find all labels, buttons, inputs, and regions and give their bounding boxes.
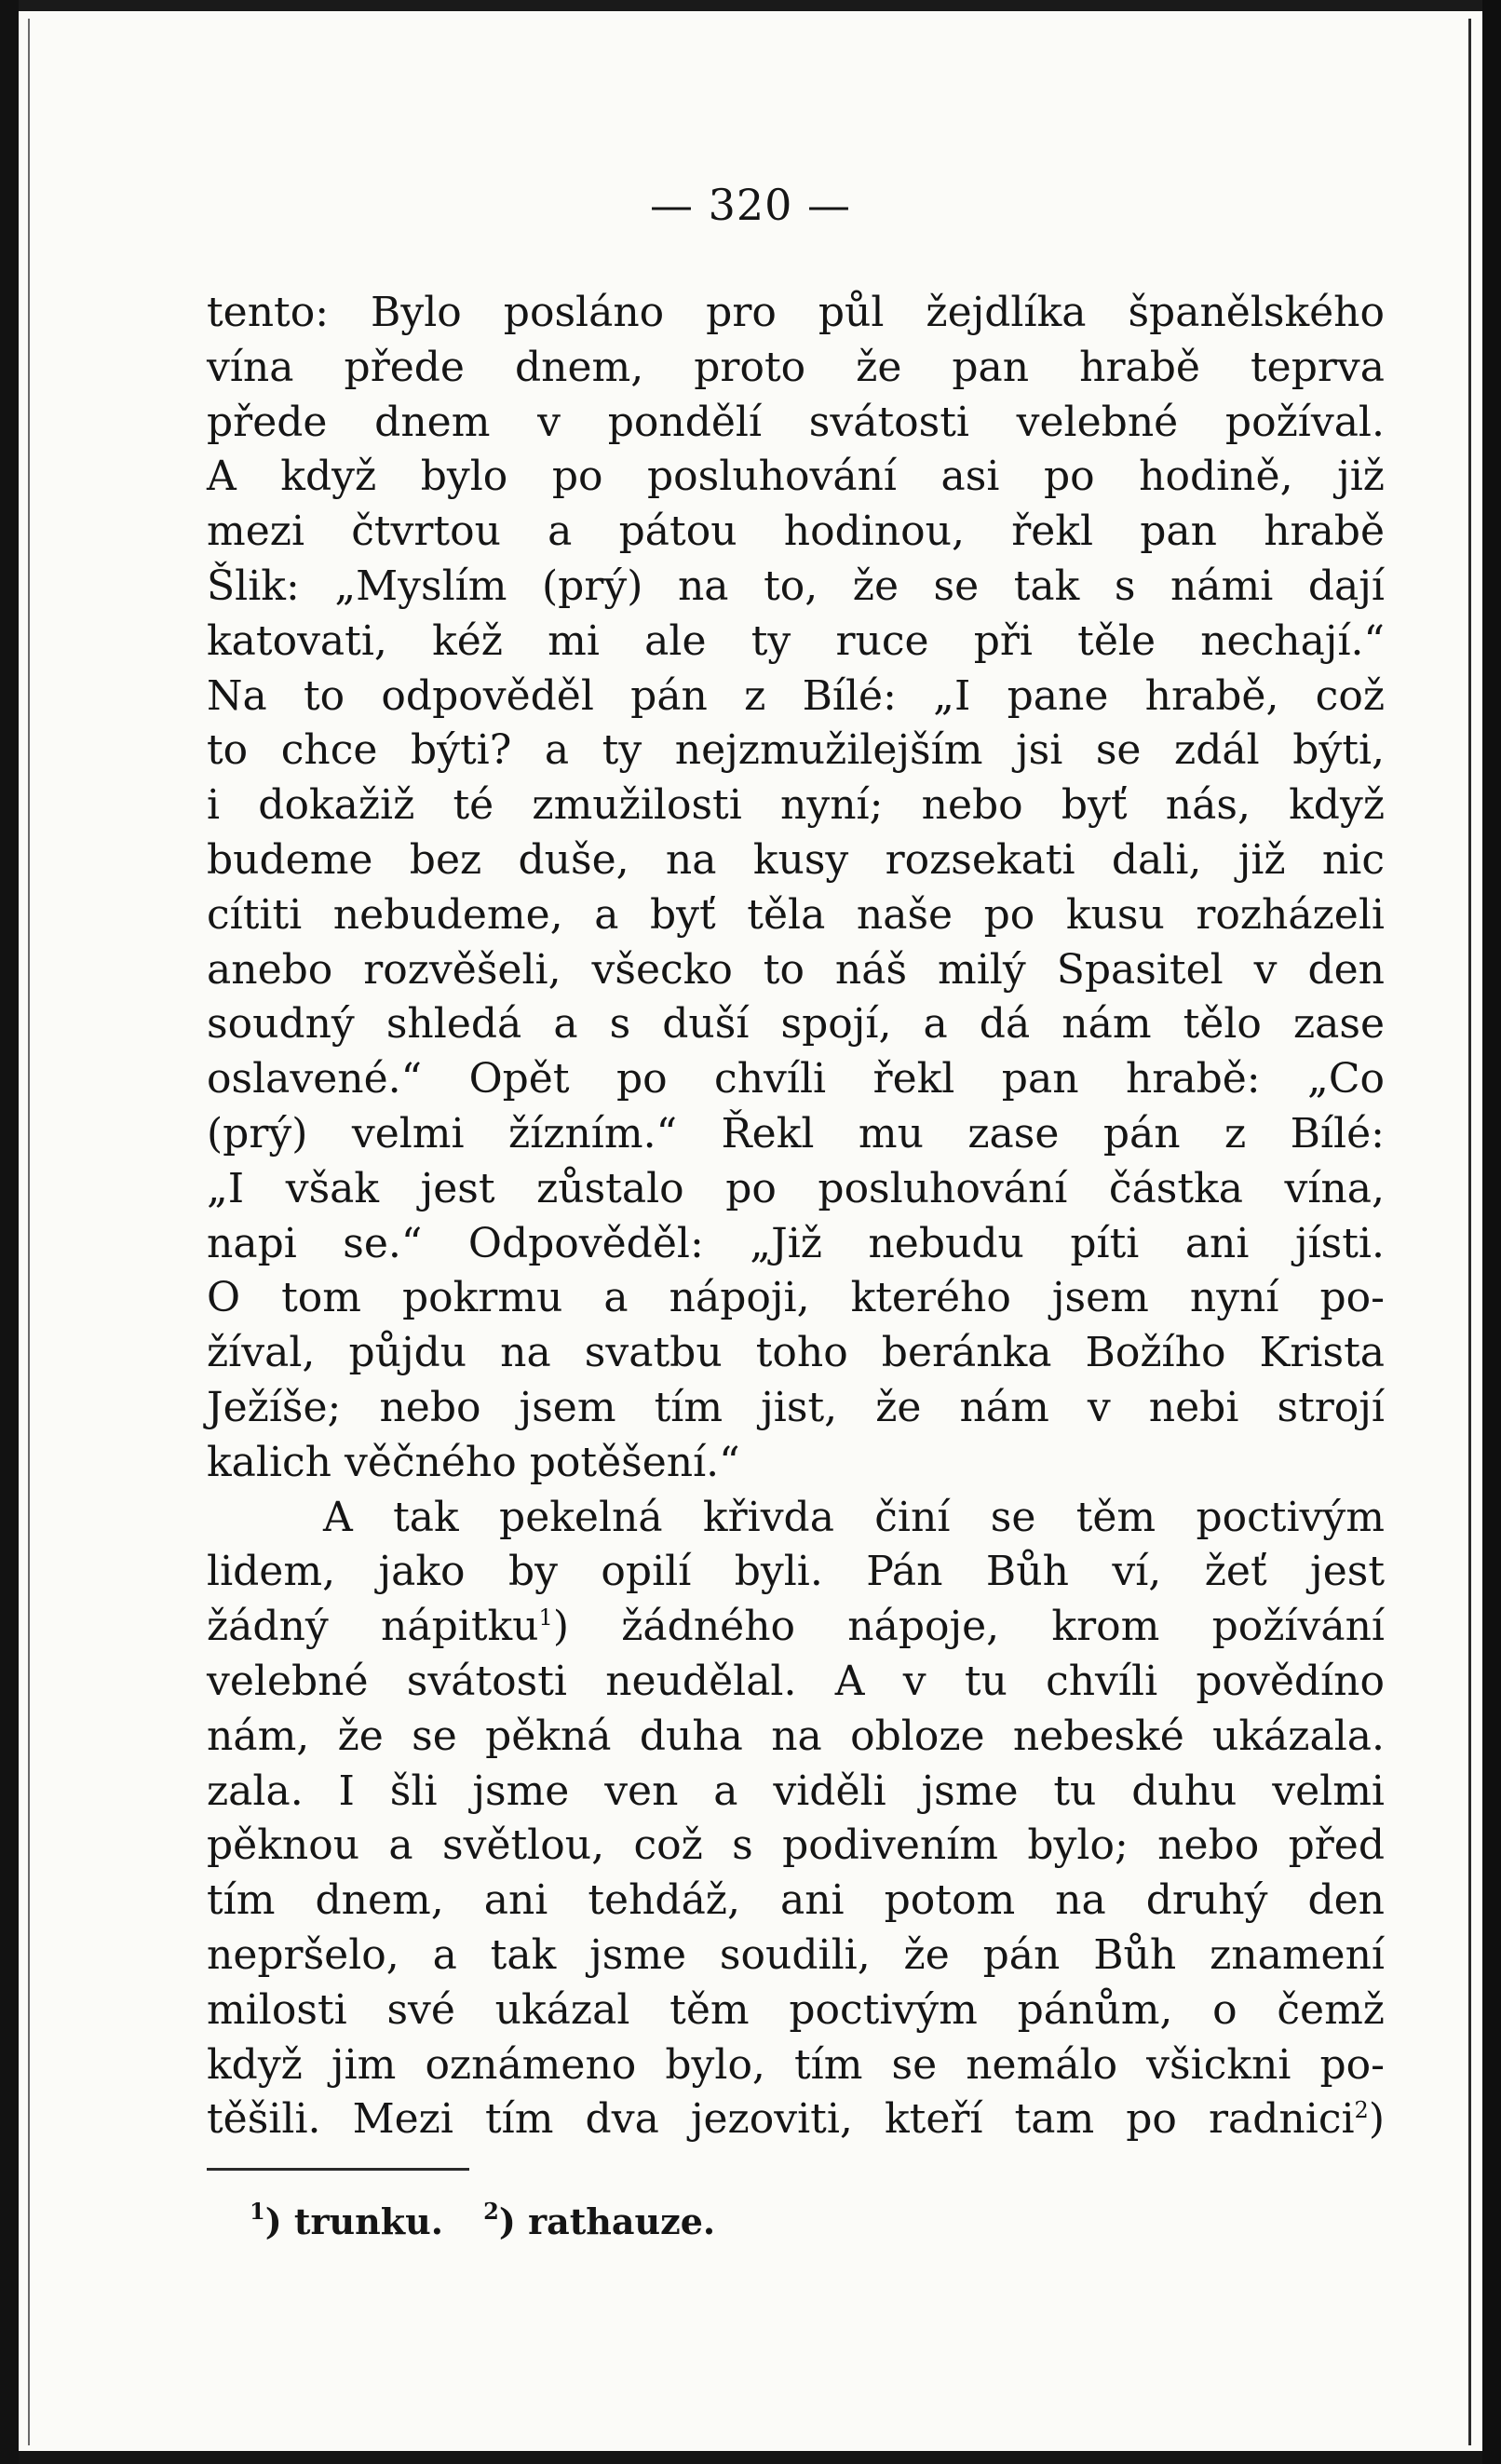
text-line: to chce býti? a ty nejzmužilejším jsi se zdál býti,	[207, 726, 1385, 775]
text-segment: )	[1368, 2095, 1385, 2144]
text-line: přede dnem v pondělí svátosti velebné požíval.	[207, 398, 1385, 446]
text-line: napi se.“ Odpověděl: „Již nebudu píti ani jísti.	[207, 1219, 1385, 1267]
footnote-1	[250, 2196, 443, 2248]
text-line: mezi čtvrtou a pátou hodinou, řekl pan hrabě	[207, 508, 1385, 556]
text-line: Na to odpověděl pán z Bílé: „I pane hrabě, což	[207, 671, 1385, 720]
body-text	[207, 286, 1385, 2147]
text-line: A když bylo po posluhování asi po hodině, již	[207, 453, 1385, 501]
text-line: (prý) velmi žízním.“ Řekl mu zase pán z Bílé:	[207, 1109, 1385, 1158]
scan-edge-right	[1482, 0, 1501, 2464]
footnote-text: ) rathauze.	[498, 2200, 716, 2242]
text-line: budeme bez duše, na kusy rozsekati dali, již nic	[207, 835, 1385, 884]
text-line: cítiti nebudeme, a byť těla naše po kusu rozházeli	[207, 890, 1385, 939]
text-line: katovati, kéž mi ale ty ruce při těle nechají.“	[207, 616, 1385, 665]
text-segment: ) žádného nápoje, krom požívání	[552, 1603, 1385, 1651]
text-segment: žádný nápitku	[207, 1603, 539, 1651]
text-line: i dokažiž té zmužilosti nyní; nebo byť nás, když	[207, 781, 1385, 830]
footnotes	[250, 2196, 743, 2248]
text-line: nepršelo, a tak jsme soudili, že pán Bůh znamení	[207, 1930, 1385, 1979]
text-line: tím dnem, ani tehdáž, ani potom na druhý den	[207, 1876, 1385, 1925]
scan-edge-bottom	[0, 2451, 1501, 2464]
footnote-text: ) trunku.	[264, 2200, 443, 2242]
text-line: pěknou a světlou, což s podivením bylo; nebo před	[207, 1821, 1385, 1870]
scan-edge-left	[0, 0, 19, 2464]
text-line: Ježíše; nebo jsem tím jist, že nám v nebi strojí	[207, 1383, 1385, 1431]
footnote-marker: 1	[250, 2198, 265, 2225]
page-edge-shadow-right	[1468, 19, 1471, 2445]
page-edge-shadow-left	[28, 19, 30, 2445]
text-line: oslavené.“ Opět po chvíli řekl pan hrabě: „Co	[207, 1055, 1385, 1103]
text-line: soudný shledá a s duší spojí, a dá nám tělo zase	[207, 1000, 1385, 1049]
footnote-2	[483, 2196, 715, 2248]
text-line: když jim oznámeno bylo, tím se nemálo všickni po-	[207, 2040, 1385, 2089]
text-line: vína přede dnem, proto že pan hrabě teprva	[207, 343, 1385, 391]
text-line: žíval, půjdu na svatbu toho beránka Božího Krista	[207, 1329, 1385, 1377]
footnote-reference: 2	[1354, 2097, 1369, 2124]
text-line-with-footnote-ref	[207, 2092, 1385, 2147]
footnote-marker: 2	[483, 2198, 499, 2225]
scan-edge-top	[0, 0, 1501, 11]
text-line-paragraph-end: kalich věčného potěšení.“	[207, 1438, 740, 1486]
text-line: velebné svátosti neudělal. A v tu chvíli povědíno	[207, 1657, 1385, 1705]
text-line: O tom pokrmu a nápoji, kterého jsem nyní po-	[207, 1274, 1385, 1322]
text-line: Šlik: „Myslím (prý) na to, že se tak s námi dají	[207, 562, 1385, 610]
footnote-reference: 1	[538, 1604, 553, 1631]
text-segment: těšili. Mezi tím dva jezoviti, kteří tam po radnici	[207, 2095, 1355, 2144]
page-number: — 320 —	[649, 180, 852, 230]
text-line: lidem, jako by opilí byli. Pán Bůh ví, žeť jest	[207, 1548, 1385, 1596]
text-line: nám, že se pěkná duha na obloze nebeské ukázala.	[207, 1712, 1385, 1760]
text-line: anebo rozvěšeli, všecko to náš milý Spasitel v den	[207, 945, 1385, 994]
footnote-divider	[207, 2168, 469, 2171]
text-line-paragraph-start: A tak pekelná křivda činí se těm poctivým	[323, 1493, 1385, 1541]
text-line: „I však jest zůstalo po posluhování částka vína,	[207, 1164, 1385, 1212]
text-line: tento: Bylo posláno pro půl žejdlíka španělského	[207, 289, 1385, 336]
text-line: zala. I šli jsme ven a viděli jsme tu duhu velmi	[207, 1767, 1385, 1815]
text-line: milosti své ukázal těm poctivým pánům, o čemž	[207, 1985, 1385, 2034]
text-line-with-footnote-ref	[207, 1600, 1385, 1655]
